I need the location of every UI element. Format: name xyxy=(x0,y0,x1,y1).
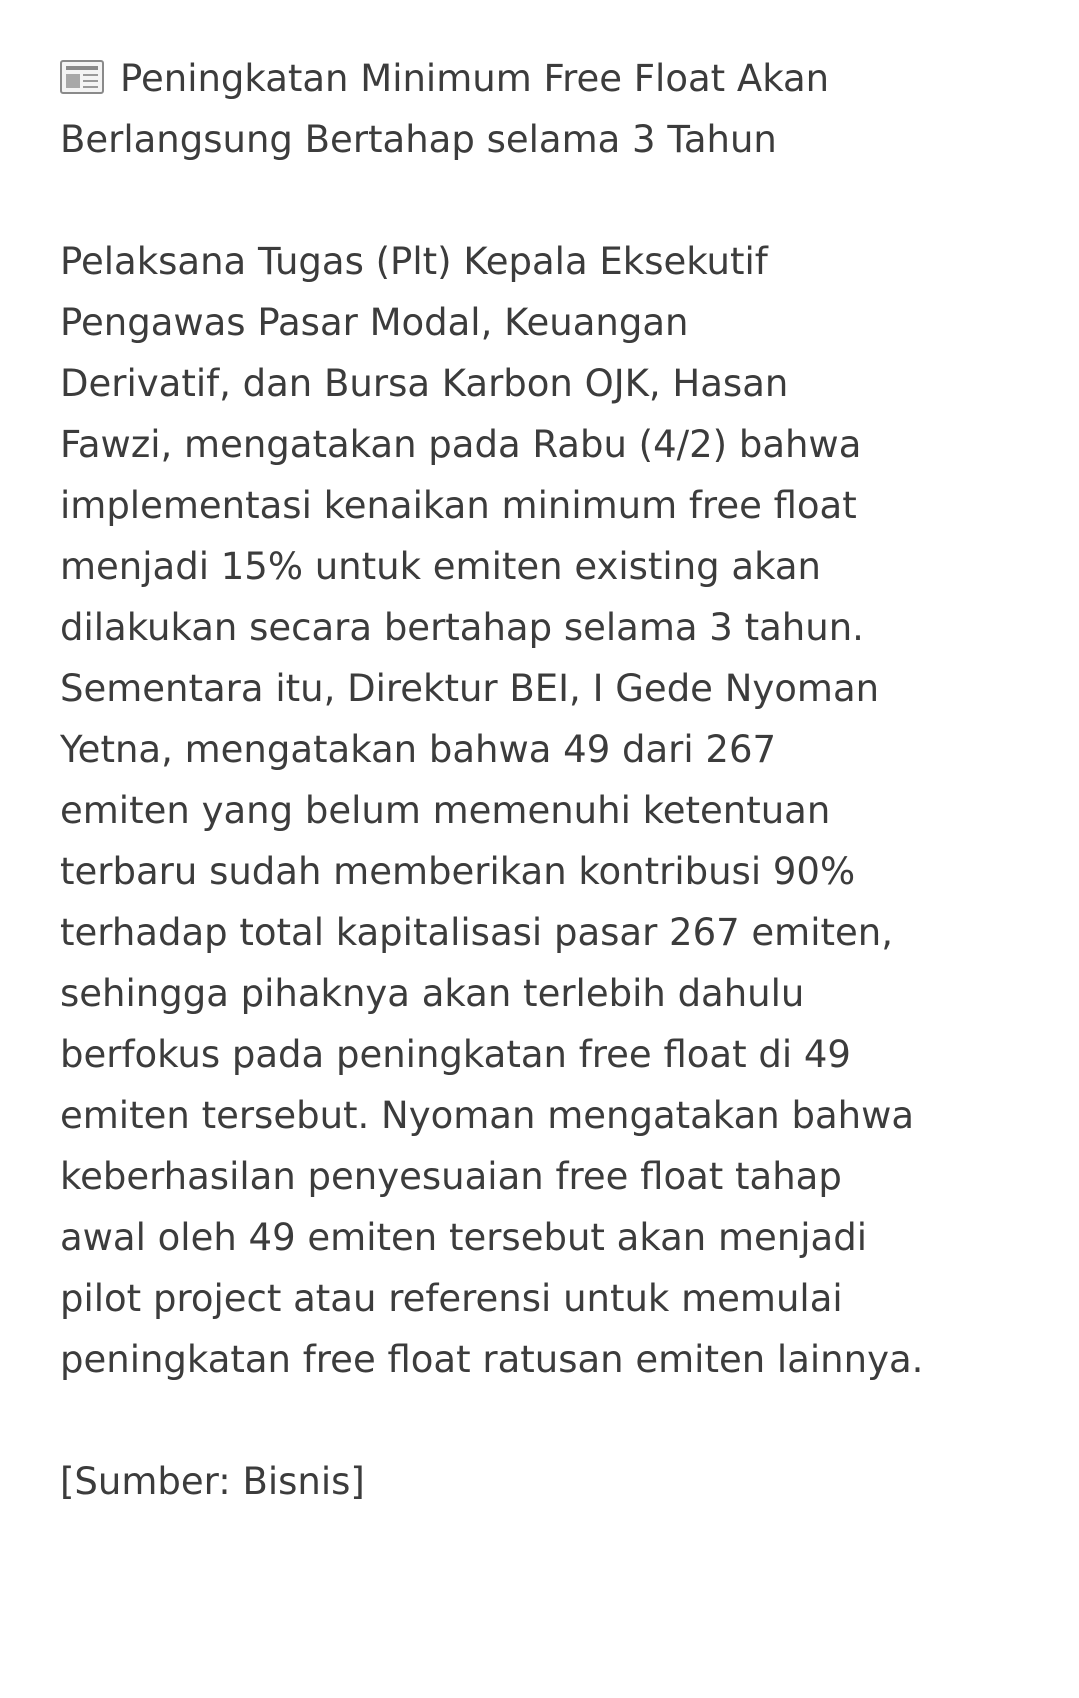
body-line: emiten tersebut. Nyoman mengatakan bahwa xyxy=(60,1094,914,1137)
body-line: sehingga pihaknya akan terlebih dahulu xyxy=(60,972,805,1015)
post-body xyxy=(60,231,1040,1390)
body-line: dilakukan secara bertahap selama 3 tahun. xyxy=(60,606,864,649)
body-line: Sementara itu, Direktur BEI, I Gede Nyoman xyxy=(60,667,880,710)
body-line: Fawzi, mengatakan pada Rabu (4/2) bahwa xyxy=(60,423,862,466)
body-line: keberhasilan penyesuaian free float tahap xyxy=(60,1155,842,1198)
body-line: menjadi 15% untuk emiten existing akan xyxy=(60,545,821,588)
body-line: berfokus pada peningkatan free float di 49 xyxy=(60,1033,851,1076)
body-line: implementasi kenaikan minimum free float xyxy=(60,484,857,527)
title-line-2: Berlangsung Bertahap selama 3 Tahun xyxy=(60,118,777,161)
body-line: terbaru sudah memberikan kontribusi 90% xyxy=(60,850,856,893)
body-line: peningkatan free float ratusan emiten lainnya. xyxy=(60,1338,924,1381)
body-line: pilot project atau referensi untuk memulai xyxy=(60,1277,843,1320)
body-line: awal oleh 49 emiten tersebut akan menjadi xyxy=(60,1216,867,1259)
post-source: [Sumber: Bisnis] xyxy=(60,1460,365,1503)
newspaper-icon xyxy=(60,60,104,94)
body-line: emiten yang belum memenuhi ketentuan xyxy=(60,789,831,832)
body-line: Pengawas Pasar Modal, Keuangan xyxy=(60,301,689,344)
post-title xyxy=(60,48,1040,170)
news-post xyxy=(60,48,1040,1512)
body-line: Pelaksana Tugas (Plt) Kepala Eksekutif xyxy=(60,240,768,283)
body-line: Yetna, mengatakan bahwa 49 dari 267 xyxy=(60,728,777,771)
title-line-1 xyxy=(60,48,1040,109)
title-line-1-text: Peningkatan Minimum Free Float Akan xyxy=(120,57,830,100)
body-line: terhadap total kapitalisasi pasar 267 emiten, xyxy=(60,911,893,954)
body-line: Derivatif, dan Bursa Karbon OJK, Hasan xyxy=(60,362,789,405)
